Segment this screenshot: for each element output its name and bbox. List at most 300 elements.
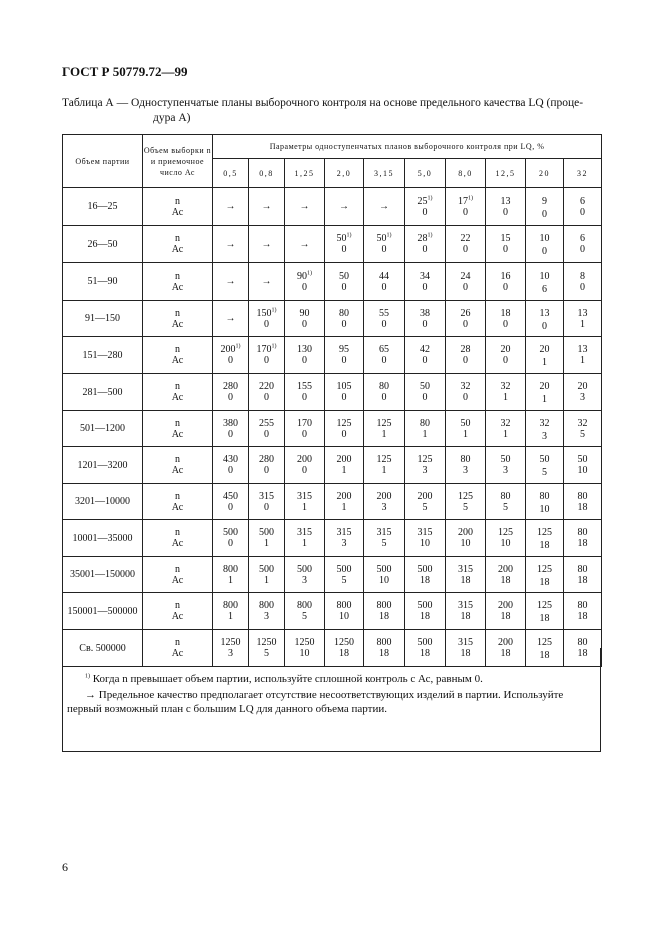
sample-size-value [213,527,248,538]
plan-cell [325,447,364,484]
sample-size-number: 125 [498,527,513,538]
plan-cell [325,301,364,337]
arrow-symbol: → [299,238,310,250]
arrow-cell [285,226,325,263]
plan-cell [564,557,602,593]
sample-size-number: 28 [460,344,471,355]
plan-cell [526,263,564,301]
sample-size-value [285,454,324,465]
acceptance-number: 0 [228,465,233,476]
n-ac-label-cell [143,188,213,226]
sample-size-number: 130 [297,344,312,355]
plan-cell [486,484,526,520]
sample-size-value [364,233,404,244]
acceptance-number: 0 [422,281,428,293]
lq-header-cell: 12,5 [486,159,526,188]
n-label: n [175,454,180,465]
acceptance-number: 0 [302,392,307,403]
sample-size-value [486,381,525,392]
plan-cell [249,447,285,484]
acceptance-number: 6 [542,283,547,295]
plan-cell [249,337,285,374]
sample-size-value [526,344,563,355]
plan-cell [325,263,364,301]
sample-size-number: 280 [259,454,274,465]
sample-size-number: 32 [577,417,588,429]
plan-cell [564,447,602,484]
table-row [63,484,602,520]
sample-size-value [564,308,601,319]
sample-size-value [325,418,363,429]
sample-size-number: 38 [420,307,430,319]
sample-size-value [446,381,485,392]
acceptance-number: 0 [463,206,468,218]
plan-cell [285,557,325,593]
acceptance-number: 3 [381,501,387,513]
sample-size-number: 315 [297,490,312,502]
lot-size-cell: 26—50 [63,226,143,263]
plan-cell [249,593,285,630]
sampling-plans-table [62,134,602,667]
plan-cell [249,374,285,411]
plan-cell [325,557,364,593]
plan-cell [526,520,564,557]
caption-line-1: Таблица А — Одноступенчатые планы выборочного контроля на основе предельного качества LQ (проце- [62,97,584,109]
acceptance-number: 1 [341,501,347,513]
n-label: n [175,195,180,207]
acceptance-number: 0 [463,355,468,366]
acceptance-number: 0 [302,428,307,440]
sample-size-number: 95 [339,344,349,355]
ac-label: Ас [171,465,184,476]
sample-size-value [405,196,445,207]
sample-size-number: 200 [220,344,236,355]
acceptance-number: 18 [577,611,588,622]
acceptance-number: 1 [503,392,508,403]
arrow-cell [213,188,249,226]
sample-size-value [405,491,445,502]
plan-cell [526,447,564,484]
sample-size-number: 315 [297,527,312,538]
acceptance-number: 1 [542,357,547,368]
note-superscript-text: Когда n превышает объем партии, используйте сплошной контроль с Ас, равным 0. [92,673,483,685]
sample-size-value [564,637,601,648]
n-label: n [175,381,180,392]
acceptance-number: 0 [264,318,269,330]
acceptance-number: 10 [500,538,511,549]
sample-size-number: 9 [542,195,547,207]
lot-size-cell: 151—280 [63,337,143,374]
sample-size-value [325,454,363,465]
plan-cell [564,593,602,630]
acceptance-number: 1 [381,465,387,476]
lot-size-cell: 35001—150000 [63,557,143,593]
acceptance-number: 10 [577,465,588,476]
sample-size-number: 125 [537,637,552,648]
sample-size-number: 315 [458,563,473,575]
sample-size-number: 200 [458,527,473,538]
sample-size-value [325,491,363,502]
lq-header-cell: 1,25 [285,159,325,188]
sample-size-number: 125 [417,454,433,465]
acceptance-number: 18 [420,648,430,659]
plan-cell [285,337,325,374]
lot-size-cell: 3201—10000 [63,484,143,520]
plan-cell [405,557,446,593]
acceptance-number: 0 [580,244,586,255]
acceptance-number: 1 [503,428,508,440]
plan-cell [325,337,364,374]
table-row [63,520,602,557]
acceptance-number: 0 [381,355,387,366]
sample-size-number: 315 [417,527,433,538]
sample-size-value [249,600,284,611]
plan-cell [564,188,602,226]
acceptance-number: 0 [381,392,387,403]
plan-cell [526,411,564,447]
plan-cell [446,447,486,484]
plan-cell [526,188,564,226]
acceptance-number: 0 [422,206,428,218]
sample-size-value [285,271,324,282]
acceptance-number: 1 [580,318,586,330]
sample-size-value [446,564,485,575]
acceptance-number: 0 [302,318,307,330]
ac-label: Ас [171,428,184,440]
sample-size-value [486,600,525,611]
sample-size-number: 20 [577,381,588,392]
caption-line-2: дура А) [153,112,191,124]
sample-size-value [364,491,404,502]
superscript-mark: 1) [427,195,433,202]
sample-size-value [213,600,248,611]
sample-size-number: 500 [297,563,312,575]
plan-cell [213,337,249,374]
sample-size-value [364,527,404,538]
sample-size-number: 42 [420,344,430,355]
sample-size-number: 1250 [334,637,354,648]
plan-cell [249,484,285,520]
sample-size-value [446,196,485,207]
plan-cell [285,374,325,411]
sample-size-number: 80 [539,490,550,502]
sample-size-value [249,418,284,429]
arrow-cell [213,263,249,301]
sample-size-value [446,344,485,355]
ac-label: Ас [171,281,184,293]
sample-size-number: 1250 [256,637,277,648]
sample-size-number: 50 [460,417,471,429]
sample-size-value [486,196,525,207]
n-label: n [175,527,180,538]
sample-size-number: 450 [223,490,238,502]
acceptance-number: 18 [500,648,511,659]
plan-cell [526,226,564,263]
acceptance-number: 0 [228,428,233,440]
sample-size-value [486,308,525,319]
table-row [63,226,602,263]
sample-size-value [526,271,563,282]
acceptance-number: 3 [228,648,233,659]
sample-size-number: 32 [500,381,511,392]
sample-size-value [285,600,324,611]
sample-size-number: 170 [297,417,312,429]
acceptance-number: 1 [422,428,428,440]
acceptance-number: 0 [422,392,428,403]
lot-size-cell: 10001—35000 [63,520,143,557]
arrow-symbol: → [261,276,272,287]
sample-size-number: 315 [458,600,473,611]
acceptance-number: 0 [422,355,428,366]
arrow-cell [213,301,249,337]
acceptance-number: 18 [460,611,471,622]
sample-size-number: 200 [417,490,433,502]
plan-cell [486,557,526,593]
plan-cell [213,520,249,557]
plan-cell [526,593,564,630]
sample-size-value [446,454,485,465]
sample-size-value [325,600,363,611]
plan-cell [249,301,285,337]
plan-cell [564,301,602,337]
sample-size-value [249,344,284,355]
arrow-cell [364,188,405,226]
plan-cell [213,593,249,630]
plan-cell [285,484,325,520]
sample-size-number: 80 [339,307,349,319]
sample-size-value [325,233,363,244]
plan-cell [325,374,364,411]
plan-cell [364,593,405,630]
table-row [63,374,602,411]
plan-cell [564,226,602,263]
sample-size-value [526,418,563,429]
plan-cell [405,520,446,557]
arrow-symbol: → [339,201,349,212]
ac-label: Ас [171,244,184,255]
sample-size-number: 16 [500,270,511,282]
plan-cell [249,557,285,593]
plan-cell [405,226,446,263]
acceptance-number: 10 [539,503,550,515]
sample-size-number: 800 [376,637,392,648]
acceptance-number: 0 [302,465,307,476]
superscript-mark: 1) [271,343,277,350]
plan-cell [564,374,602,411]
acceptance-number: 1 [264,574,269,586]
sample-size-number: 200 [498,600,513,611]
acceptance-number: 0 [503,281,508,293]
sample-size-value [526,308,563,319]
acceptance-number: 18 [577,574,588,586]
sample-size-number: 32 [539,417,550,429]
sample-size-number: 32 [500,417,511,429]
sample-size-number: 80 [420,417,430,429]
acceptance-number: 18 [379,648,389,659]
sample-size-value [486,454,525,465]
acceptance-number: 3 [580,392,586,403]
acceptance-number: 1 [264,538,269,549]
plan-cell [213,411,249,447]
acceptance-number: 1 [228,574,233,586]
plan-cell [364,520,405,557]
sample-size-value [405,600,445,611]
sample-size-value [564,600,601,611]
acceptance-number: 3 [463,465,468,476]
plan-cell [213,374,249,411]
acceptance-number: 0 [422,318,428,330]
acceptance-number: 3 [542,430,547,442]
sample-size-number: 18 [500,307,511,319]
arrow-symbol: → [261,201,272,212]
sample-size-number: 200 [336,490,352,502]
plan-cell [285,263,325,301]
sample-size-value [486,418,525,429]
acceptance-number: 10 [460,538,471,549]
acceptance-number: 18 [460,574,471,586]
lq-header-cell: 3,15 [364,159,405,188]
sample-size-value [446,271,485,282]
plan-cell [526,557,564,593]
acceptance-number: 3 [422,465,428,476]
sample-size-value [486,637,525,648]
acceptance-number: 0 [381,244,387,255]
lq-header-cell: 2,0 [325,159,364,188]
acceptance-number: 18 [539,650,550,661]
plan-cell [285,593,325,630]
sample-size-number: 500 [259,563,274,575]
plan-cell [486,188,526,226]
acceptance-number: 5 [422,501,428,513]
sample-size-number: 90 [297,270,307,282]
acceptance-number: 18 [420,611,430,622]
sample-size-value [526,564,563,575]
plan-cell [486,593,526,630]
sample-size-value [213,564,248,575]
sample-size-value [526,637,563,648]
acceptance-number: 10 [379,574,389,586]
acceptance-number: 0 [228,392,233,403]
sample-size-number: 255 [259,417,274,429]
acceptance-number: 0 [228,501,233,513]
plan-cell [364,411,405,447]
superscript-mark: 1) [235,343,241,350]
acceptance-number: 18 [539,613,550,624]
n-label: n [175,563,180,575]
sample-size-number: 20 [539,344,550,355]
sample-size-value [405,418,445,429]
sample-size-value [249,491,284,502]
acceptance-number: 0 [302,355,307,366]
plan-cell [446,263,486,301]
sample-size-number: 6 [580,195,586,207]
sample-size-number: 280 [223,381,238,392]
plan-cell [285,520,325,557]
acceptance-number: 3 [503,465,508,476]
acceptance-number: 18 [577,538,588,549]
sample-size-value [364,418,404,429]
sample-size-value [405,454,445,465]
sample-size-number: 200 [336,454,352,465]
n-label: n [175,417,180,429]
lot-size-cell: 150001—500000 [63,593,143,630]
acceptance-number: 1 [302,538,307,549]
ac-label: Ас [171,206,184,218]
table-row [63,301,602,337]
plan-cell [446,226,486,263]
acceptance-number: 0 [503,318,508,330]
sample-size-value [564,271,601,282]
arrow-cell [249,188,285,226]
acceptance-number: 18 [339,648,349,659]
plan-cell [486,263,526,301]
sample-size-number: 50 [500,454,511,465]
sample-size-value [526,491,563,502]
acceptance-number: 0 [341,392,347,403]
plan-cell [446,557,486,593]
lq-header-cell: 32 [564,159,602,188]
plan-cell [325,593,364,630]
plan-cell [364,337,405,374]
acceptance-number: 0 [463,392,468,403]
plan-cell [446,484,486,520]
acceptance-number: 0 [264,392,269,403]
arrow-symbol: → [299,201,310,212]
acceptance-number: 0 [463,281,468,293]
plan-cell [486,226,526,263]
plan-cell [526,337,564,374]
sample-size-number: 800 [259,600,274,611]
sample-size-number: 500 [417,637,433,648]
arrow-cell [285,188,325,226]
sample-size-value [325,527,363,538]
sample-size-value [249,308,284,319]
plan-cell [405,301,446,337]
plan-cell [564,520,602,557]
table-row [63,593,602,630]
sample-size-number: 22 [460,233,471,244]
plan-cell [213,447,249,484]
sample-size-number: 80 [577,490,588,502]
ac-label: Ас [171,648,184,659]
n-ac-label-cell [143,484,213,520]
sample-size-value [325,271,363,282]
ac-label: Ас [171,392,184,403]
sample-size-number: 34 [420,270,430,282]
acceptance-number: 0 [503,244,508,255]
acceptance-number: 0 [580,206,586,218]
sample-size-value [285,564,324,575]
sample-size-number: 800 [297,600,312,611]
sample-size-value [526,527,563,538]
sample-size-number: 80 [577,637,588,648]
plan-cell [486,374,526,411]
table-row [63,411,602,447]
plan-cell [486,411,526,447]
sample-size-number: 80 [379,381,389,392]
sample-size-number: 1250 [294,637,315,648]
acceptance-number: 0 [381,281,387,293]
plan-cell [526,301,564,337]
plan-cell [285,411,325,447]
sample-size-number: 800 [223,563,238,575]
acceptance-number: 5 [580,428,586,440]
sample-size-number: 380 [223,417,238,429]
superscript-mark: 1) [468,195,473,202]
sample-size-number: 430 [223,454,238,465]
sample-size-number: 200 [376,490,392,502]
sample-size-value [405,527,445,538]
